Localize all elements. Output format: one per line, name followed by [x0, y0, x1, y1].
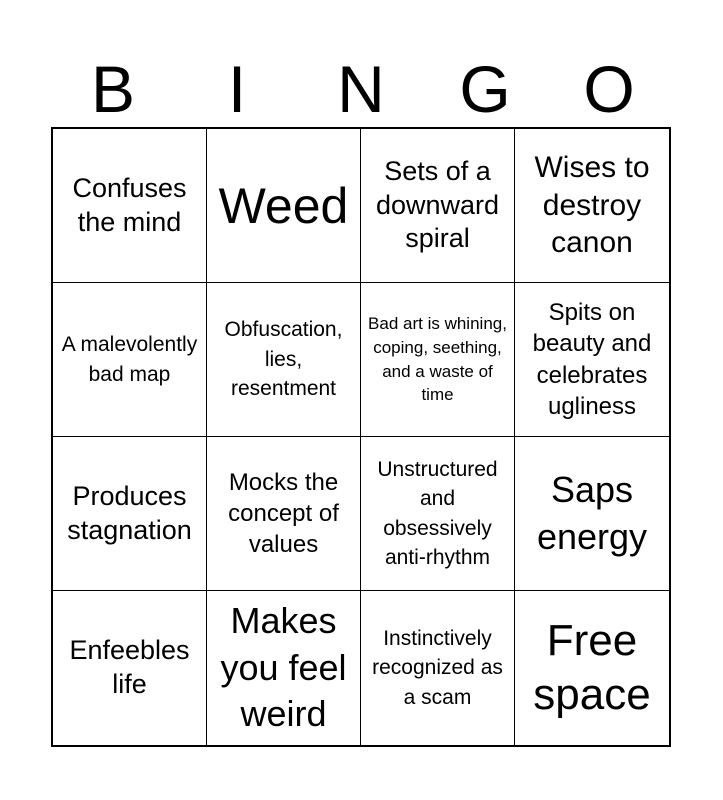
- bingo-cell-text: Weed: [218, 177, 349, 234]
- bingo-cell[interactable]: [361, 591, 515, 745]
- bingo-cell[interactable]: [53, 591, 207, 745]
- header-letter-o: O: [583, 52, 635, 126]
- bingo-cell-text: Bad art is whining, coping, seething, and a waste of time: [368, 313, 507, 405]
- bingo-cell-text: Obfuscation, lies, resentment: [224, 318, 343, 401]
- bingo-cell-text: Saps energy: [536, 468, 648, 557]
- bingo-cell[interactable]: [53, 437, 207, 591]
- bingo-cell[interactable]: [361, 283, 515, 437]
- bingo-cell-text: Wises to destroy canon: [534, 151, 650, 260]
- bingo-cell-text: Spits on beauty and celebrates ugliness: [532, 299, 652, 420]
- bingo-cell[interactable]: [207, 283, 361, 437]
- bingo-cell[interactable]: [207, 129, 361, 283]
- bingo-cell-text: Produces stagnation: [67, 480, 192, 545]
- bingo-cell[interactable]: [207, 437, 361, 591]
- bingo-cell[interactable]: [53, 283, 207, 437]
- bingo-cell[interactable]: [361, 129, 515, 283]
- header-letter-b: B: [90, 52, 136, 126]
- bingo-cell-text: A malevolently bad map: [61, 333, 198, 386]
- header-letter-g: G: [459, 52, 511, 126]
- bingo-cell-text: Sets of a downward spiral: [375, 155, 500, 254]
- bingo-cell[interactable]: [515, 437, 669, 591]
- bingo-header: [51, 50, 671, 128]
- free-space-cell[interactable]: [515, 591, 669, 745]
- header-letter-n: N: [337, 52, 385, 126]
- bingo-cell-text: Free space: [533, 616, 651, 719]
- bingo-card-grid: [51, 127, 671, 747]
- bingo-cell[interactable]: [207, 591, 361, 745]
- bingo-cell[interactable]: [515, 283, 669, 437]
- bingo-cell-text: Confuses the mind: [72, 172, 187, 237]
- bingo-cell[interactable]: [53, 129, 207, 283]
- header-letter-i: I: [227, 52, 247, 126]
- bingo-cell[interactable]: [515, 129, 669, 283]
- bingo-cell-text: Enfeebles life: [69, 635, 190, 699]
- bingo-cell-text: Unstructured and obsessively anti-rhythm: [377, 457, 498, 569]
- bingo-cell-text: Instinctively recognized as a scam: [372, 626, 503, 709]
- bingo-cell-text: Makes you feel weird: [220, 599, 347, 735]
- bingo-cell[interactable]: [361, 437, 515, 591]
- bingo-cell-text: Mocks the concept of values: [228, 468, 339, 559]
